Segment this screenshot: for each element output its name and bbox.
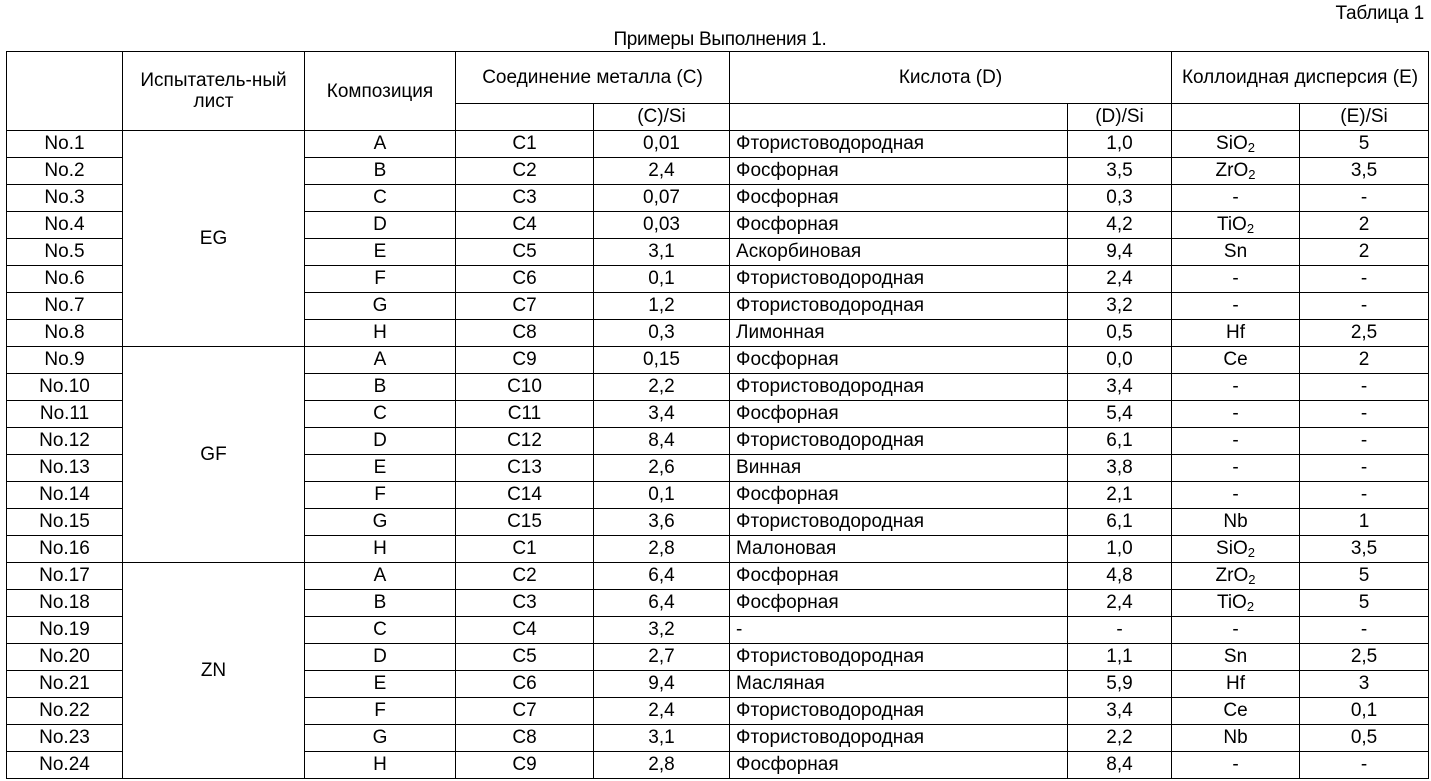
colloid-formula: Hf xyxy=(1226,673,1245,694)
header-metal-compound: Соединение металла (C) xyxy=(456,52,730,104)
acid-cell: Фтористоводородная xyxy=(730,293,1068,320)
metal-compound-cell: C8 xyxy=(456,320,594,347)
test-sheet-cell: ZN xyxy=(123,563,305,779)
colloid-cell xyxy=(1172,185,1300,212)
row-number: No.17 xyxy=(7,563,123,590)
colloid-cell xyxy=(1172,212,1300,239)
e-si-cell: - xyxy=(1300,482,1429,509)
d-si-cell: 3,2 xyxy=(1068,293,1172,320)
colloid-cell xyxy=(1172,617,1300,644)
d-si-cell: 3,4 xyxy=(1068,698,1172,725)
colloid-formula: Ce xyxy=(1223,700,1247,721)
composition-cell: A xyxy=(305,347,456,374)
table-caption: Примеры Выполнения 1. xyxy=(0,29,1431,51)
e-si-cell: 5 xyxy=(1300,563,1429,590)
c-si-cell: 2,2 xyxy=(594,374,730,401)
metal-compound-cell: C1 xyxy=(456,131,594,158)
e-si-cell: 2,5 xyxy=(1300,644,1429,671)
row-number: No.2 xyxy=(7,158,123,185)
colloid-formula: - xyxy=(1232,457,1238,478)
colloid-cell xyxy=(1172,158,1300,185)
header-composition: Композиция xyxy=(305,52,456,131)
header-colloid: Коллоидная дисперсия (E) xyxy=(1172,52,1429,104)
metal-compound-cell: C9 xyxy=(456,347,594,374)
header-d-si: (D)/Si xyxy=(1068,104,1172,131)
e-si-cell: 1 xyxy=(1300,509,1429,536)
colloid-cell xyxy=(1172,374,1300,401)
colloid-cell xyxy=(1172,644,1300,671)
metal-compound-cell: C7 xyxy=(456,293,594,320)
e-si-cell: - xyxy=(1300,617,1429,644)
c-si-cell: 6,4 xyxy=(594,590,730,617)
colloid-formula: - xyxy=(1232,619,1238,640)
row-number: No.7 xyxy=(7,293,123,320)
d-si-cell: 3,5 xyxy=(1068,158,1172,185)
row-number: No.8 xyxy=(7,320,123,347)
acid-cell: Фосфорная xyxy=(730,563,1068,590)
c-si-cell: 1,2 xyxy=(594,293,730,320)
header-metal-compound-name xyxy=(456,104,594,131)
acid-cell: Фтористоводородная xyxy=(730,725,1068,752)
metal-compound-cell: C2 xyxy=(456,563,594,590)
acid-cell: Фосфорная xyxy=(730,158,1068,185)
colloid-formula-subscript: 2 xyxy=(1248,140,1255,155)
d-si-cell: 2,4 xyxy=(1068,590,1172,617)
row-number: No.6 xyxy=(7,266,123,293)
row-number: No.20 xyxy=(7,644,123,671)
c-si-cell: 2,4 xyxy=(594,158,730,185)
e-si-cell: 5 xyxy=(1300,590,1429,617)
colloid-cell xyxy=(1172,725,1300,752)
d-si-cell: 1,0 xyxy=(1068,536,1172,563)
composition-cell: C xyxy=(305,401,456,428)
c-si-cell: 3,1 xyxy=(594,239,730,266)
colloid-formula-subscript: 2 xyxy=(1248,545,1255,560)
metal-compound-cell: C1 xyxy=(456,536,594,563)
composition-cell: D xyxy=(305,644,456,671)
composition-cell: G xyxy=(305,509,456,536)
composition-cell: G xyxy=(305,725,456,752)
composition-cell: A xyxy=(305,131,456,158)
row-number: No.12 xyxy=(7,428,123,455)
c-si-cell: 2,8 xyxy=(594,752,730,779)
colloid-formula: - xyxy=(1232,268,1238,289)
composition-cell: E xyxy=(305,671,456,698)
table-body xyxy=(7,131,1429,779)
colloid-formula: - xyxy=(1232,376,1238,397)
e-si-cell: 3,5 xyxy=(1300,158,1429,185)
e-si-cell: 2 xyxy=(1300,212,1429,239)
examples-table xyxy=(6,51,1429,779)
acid-cell: Фосфорная xyxy=(730,401,1068,428)
e-si-cell: 5 xyxy=(1300,131,1429,158)
e-si-cell: 2 xyxy=(1300,239,1429,266)
row-number: No.23 xyxy=(7,725,123,752)
colloid-formula: SiO xyxy=(1216,133,1248,154)
colloid-formula: - xyxy=(1232,484,1238,505)
c-si-cell: 2,8 xyxy=(594,536,730,563)
colloid-formula: - xyxy=(1232,187,1238,208)
metal-compound-cell: C3 xyxy=(456,185,594,212)
colloid-cell xyxy=(1172,401,1300,428)
acid-cell: Фтористоводородная xyxy=(730,644,1068,671)
table-row xyxy=(7,563,1429,590)
colloid-cell xyxy=(1172,536,1300,563)
d-si-cell: 5,9 xyxy=(1068,671,1172,698)
d-si-cell: 3,8 xyxy=(1068,455,1172,482)
composition-cell: H xyxy=(305,536,456,563)
metal-compound-cell: C8 xyxy=(456,725,594,752)
c-si-cell: 9,4 xyxy=(594,671,730,698)
colloid-cell xyxy=(1172,455,1300,482)
colloid-formula: ZrO xyxy=(1216,160,1249,181)
acid-cell: Фосфорная xyxy=(730,185,1068,212)
test-sheet-cell: GF xyxy=(123,347,305,563)
composition-cell: H xyxy=(305,320,456,347)
composition-cell: B xyxy=(305,590,456,617)
row-number: No.5 xyxy=(7,239,123,266)
acid-cell: Фтористоводородная xyxy=(730,266,1068,293)
acid-cell: Фосфорная xyxy=(730,590,1068,617)
c-si-cell: 0,1 xyxy=(594,482,730,509)
metal-compound-cell: C7 xyxy=(456,698,594,725)
e-si-cell: - xyxy=(1300,266,1429,293)
colloid-formula-subscript: 2 xyxy=(1248,167,1255,182)
colloid-cell xyxy=(1172,590,1300,617)
e-si-cell: 3,5 xyxy=(1300,536,1429,563)
colloid-cell xyxy=(1172,347,1300,374)
c-si-cell: 0,3 xyxy=(594,320,730,347)
d-si-cell: 0,5 xyxy=(1068,320,1172,347)
d-si-cell: 2,1 xyxy=(1068,482,1172,509)
metal-compound-cell: C5 xyxy=(456,644,594,671)
d-si-cell: 0,0 xyxy=(1068,347,1172,374)
acid-cell: Фосфорная xyxy=(730,482,1068,509)
e-si-cell: 2,5 xyxy=(1300,320,1429,347)
metal-compound-cell: C4 xyxy=(456,617,594,644)
row-number: No.22 xyxy=(7,698,123,725)
metal-compound-cell: C3 xyxy=(456,590,594,617)
metal-compound-cell: C6 xyxy=(456,266,594,293)
row-number: No.14 xyxy=(7,482,123,509)
row-number: No.16 xyxy=(7,536,123,563)
colloid-cell xyxy=(1172,482,1300,509)
metal-compound-cell: C4 xyxy=(456,212,594,239)
row-number: No.1 xyxy=(7,131,123,158)
metal-compound-cell: C9 xyxy=(456,752,594,779)
header-e-si: (E)/Si xyxy=(1300,104,1429,131)
acid-cell: Фосфорная xyxy=(730,212,1068,239)
colloid-formula: SiO xyxy=(1216,538,1248,559)
acid-cell: Масляная xyxy=(730,671,1068,698)
composition-cell: B xyxy=(305,374,456,401)
d-si-cell: 1,1 xyxy=(1068,644,1172,671)
colloid-formula: TiO xyxy=(1217,214,1247,235)
row-number: No.21 xyxy=(7,671,123,698)
composition-cell: H xyxy=(305,752,456,779)
metal-compound-cell: C15 xyxy=(456,509,594,536)
header-acid-name xyxy=(730,104,1068,131)
row-number: No.9 xyxy=(7,347,123,374)
composition-cell: F xyxy=(305,266,456,293)
composition-cell: F xyxy=(305,698,456,725)
e-si-cell: - xyxy=(1300,752,1429,779)
colloid-cell xyxy=(1172,428,1300,455)
c-si-cell: 2,4 xyxy=(594,698,730,725)
acid-cell: Малоновая xyxy=(730,536,1068,563)
d-si-cell: 2,2 xyxy=(1068,725,1172,752)
header-c-si: (C)/Si xyxy=(594,104,730,131)
colloid-cell xyxy=(1172,698,1300,725)
c-si-cell: 0,15 xyxy=(594,347,730,374)
d-si-cell: 5,4 xyxy=(1068,401,1172,428)
colloid-formula: Hf xyxy=(1226,322,1245,343)
composition-cell: G xyxy=(305,293,456,320)
colloid-cell xyxy=(1172,563,1300,590)
c-si-cell: 3,1 xyxy=(594,725,730,752)
c-si-cell: 2,6 xyxy=(594,455,730,482)
composition-cell: C xyxy=(305,617,456,644)
acid-cell: Винная xyxy=(730,455,1068,482)
c-si-cell: 0,03 xyxy=(594,212,730,239)
colloid-formula: Sn xyxy=(1224,241,1247,262)
e-si-cell: - xyxy=(1300,455,1429,482)
metal-compound-cell: C2 xyxy=(456,158,594,185)
composition-cell: B xyxy=(305,158,456,185)
d-si-cell: 1,0 xyxy=(1068,131,1172,158)
e-si-cell: - xyxy=(1300,185,1429,212)
row-number: No.24 xyxy=(7,752,123,779)
c-si-cell: 6,4 xyxy=(594,563,730,590)
metal-compound-cell: C14 xyxy=(456,482,594,509)
metal-compound-cell: C5 xyxy=(456,239,594,266)
composition-cell: A xyxy=(305,563,456,590)
c-si-cell: 8,4 xyxy=(594,428,730,455)
colloid-cell xyxy=(1172,752,1300,779)
metal-compound-cell: C11 xyxy=(456,401,594,428)
acid-cell: Фтористоводородная xyxy=(730,428,1068,455)
table-row xyxy=(7,131,1429,158)
e-si-cell: 3 xyxy=(1300,671,1429,698)
row-number: No.18 xyxy=(7,590,123,617)
colloid-formula-subscript: 2 xyxy=(1248,572,1255,587)
composition-cell: E xyxy=(305,239,456,266)
header-number xyxy=(7,52,123,131)
e-si-cell: - xyxy=(1300,293,1429,320)
colloid-formula: Nb xyxy=(1223,511,1247,532)
composition-cell: F xyxy=(305,482,456,509)
e-si-cell: 2 xyxy=(1300,347,1429,374)
d-si-cell: 3,4 xyxy=(1068,374,1172,401)
row-number: No.4 xyxy=(7,212,123,239)
colloid-cell xyxy=(1172,509,1300,536)
e-si-cell: 0,1 xyxy=(1300,698,1429,725)
c-si-cell: 2,7 xyxy=(594,644,730,671)
d-si-cell: 4,8 xyxy=(1068,563,1172,590)
c-si-cell: 3,6 xyxy=(594,509,730,536)
header-colloid-name xyxy=(1172,104,1300,131)
composition-cell: C xyxy=(305,185,456,212)
colloid-formula: ZrO xyxy=(1216,565,1249,586)
colloid-formula-subscript: 2 xyxy=(1247,221,1254,236)
e-si-cell: - xyxy=(1300,428,1429,455)
d-si-cell: 4,2 xyxy=(1068,212,1172,239)
row-number: No.13 xyxy=(7,455,123,482)
colloid-formula: TiO xyxy=(1217,592,1247,613)
acid-cell: Лимонная xyxy=(730,320,1068,347)
c-si-cell: 3,2 xyxy=(594,617,730,644)
acid-cell: Фтористоводородная xyxy=(730,509,1068,536)
colloid-cell xyxy=(1172,266,1300,293)
e-si-cell: 0,5 xyxy=(1300,725,1429,752)
composition-cell: D xyxy=(305,428,456,455)
colloid-cell xyxy=(1172,671,1300,698)
metal-compound-cell: C6 xyxy=(456,671,594,698)
acid-cell: Фосфорная xyxy=(730,347,1068,374)
colloid-formula: - xyxy=(1232,754,1238,775)
d-si-cell: 2,4 xyxy=(1068,266,1172,293)
test-sheet-cell: EG xyxy=(123,131,305,347)
c-si-cell: 3,4 xyxy=(594,401,730,428)
d-si-cell: 6,1 xyxy=(1068,509,1172,536)
colloid-formula: - xyxy=(1232,430,1238,451)
colloid-cell xyxy=(1172,320,1300,347)
row-number: No.3 xyxy=(7,185,123,212)
acid-cell: Фтористоводородная xyxy=(730,374,1068,401)
colloid-formula: Ce xyxy=(1223,349,1247,370)
colloid-formula: Sn xyxy=(1224,646,1247,667)
composition-cell: D xyxy=(305,212,456,239)
c-si-cell: 0,07 xyxy=(594,185,730,212)
colloid-formula: Nb xyxy=(1223,727,1247,748)
colloid-cell xyxy=(1172,131,1300,158)
acid-cell: Аскорбиновая xyxy=(730,239,1068,266)
d-si-cell: 8,4 xyxy=(1068,752,1172,779)
acid-cell: - xyxy=(730,617,1068,644)
acid-cell: Фтористоводородная xyxy=(730,698,1068,725)
colloid-cell xyxy=(1172,293,1300,320)
metal-compound-cell: C12 xyxy=(456,428,594,455)
colloid-cell xyxy=(1172,239,1300,266)
e-si-cell: - xyxy=(1300,401,1429,428)
colloid-formula-subscript: 2 xyxy=(1247,599,1254,614)
d-si-cell: - xyxy=(1068,617,1172,644)
colloid-formula: - xyxy=(1232,403,1238,424)
d-si-cell: 6,1 xyxy=(1068,428,1172,455)
header-acid: Кислота (D) xyxy=(730,52,1172,104)
colloid-formula: - xyxy=(1232,295,1238,316)
header-test-sheet: Испытатель-ный лист xyxy=(123,52,305,131)
c-si-cell: 0,01 xyxy=(594,131,730,158)
metal-compound-cell: C10 xyxy=(456,374,594,401)
acid-cell: Фтористоводородная xyxy=(730,131,1068,158)
acid-cell: Фосфорная xyxy=(730,752,1068,779)
metal-compound-cell: C13 xyxy=(456,455,594,482)
composition-cell: E xyxy=(305,455,456,482)
table-label: Таблица 1 xyxy=(1335,3,1424,25)
e-si-cell: - xyxy=(1300,374,1429,401)
table-row xyxy=(7,347,1429,374)
row-number: No.10 xyxy=(7,374,123,401)
row-number: No.15 xyxy=(7,509,123,536)
c-si-cell: 0,1 xyxy=(594,266,730,293)
d-si-cell: 0,3 xyxy=(1068,185,1172,212)
d-si-cell: 9,4 xyxy=(1068,239,1172,266)
row-number: No.11 xyxy=(7,401,123,428)
row-number: No.19 xyxy=(7,617,123,644)
